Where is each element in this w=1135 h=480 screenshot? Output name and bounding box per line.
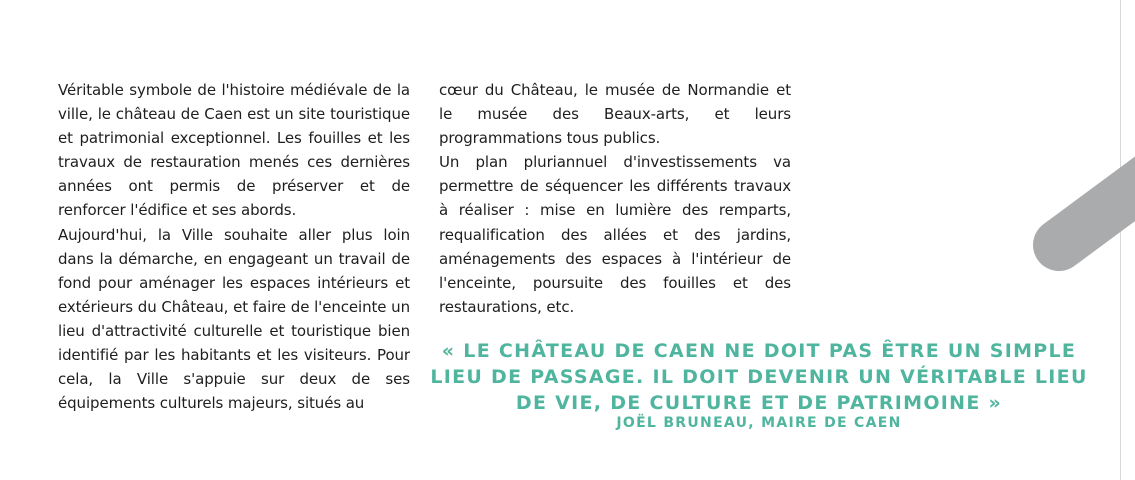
article-paragraph: Aujourd'hui, la Ville souhaite aller plus loin dans la démarche, en engageant un travail de fond pour aménager les espaces intérieurs et extérieurs du Château, et faire de l'enceinte un lieu d'attractivité culturelle et touristique bien identifié par les habitants et les visiteurs. Pour cela, la Ville s'appuie sur deux de ses équipements culturels majeurs, situés au [58, 225, 410, 413]
article-paragraph: Un plan pluriannuel d'investissements va permettre de séquencer les différents travaux à réaliser : mise en lumière des remparts, requalification des allées et des jardins, aménagements des espaces à l'intérieur de l'enceinte, poursuite des fouilles et des restaurations, etc. [439, 153, 791, 316]
decorative-grey-stroke [1024, 140, 1135, 275]
article-paragraph: cœur du Château, le musée de Normandie et le musée des Beaux-arts, et leurs programmations tous publics. [439, 81, 791, 148]
pull-quote: « LE CHÂTEAU DE CAEN NE DOIT PAS ÊTRE UN SIMPLE LIEU DE PASSAGE. IL DOIT DEVENIR UN VÉRITABLE LIEU DE VIE, DE CULTURE ET DE PATRIMOINE » [430, 340, 1088, 414]
article-paragraph: Véritable symbole de l'histoire médiévale de la ville, le château de Caen est un site touristique et patrimonial exceptionnel. Les fouilles et les travaux de restauration menés ces dernières années ont permis de préserver et de renforcer l'édifice et ses abords. [58, 81, 410, 220]
quote-author: JOËL BRUNEAU, MAIRE DE CAEN [616, 415, 902, 431]
article-column-left [58, 78, 410, 415]
article-column-right [439, 78, 791, 319]
